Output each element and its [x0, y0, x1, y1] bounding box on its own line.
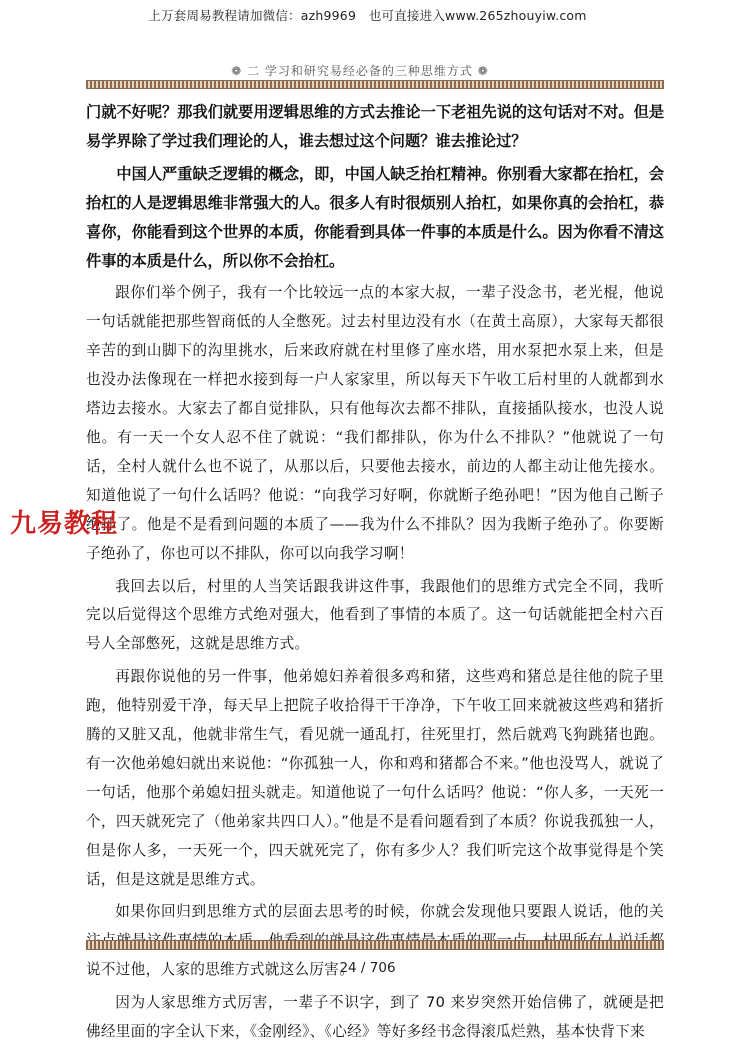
watermark-logo: 九易教程 — [10, 509, 119, 539]
footer-divider — [86, 940, 664, 950]
top-banner-text: 上万套周易教程请加微信：azh9969 也可直接进入www.265zhouyiw.com — [148, 8, 587, 23]
page-body — [86, 98, 664, 1047]
page-number: 24 / 706 — [339, 960, 396, 976]
paragraph: 再跟你说他的另一件事，他弟媳妇养着很多鸡和猪，这些鸡和猪总是往他的院子里跑，他特别爱干净，每天早上把院子收拾得干干净净，下午收工回来就被这些鸡和猪折腾的又脏又乱，他就非常生气，看见就一通乱打，往死里打，然后就鸡飞狗跳猪也跑。有一次他弟媳妇就出来说他：“你孤独一人，你和鸡和猪都合不来。”他也没骂人，就说了一句话，他那个弟媳妇扭头就走。知道他说了一句什么话吗？他说：“你人多，一天死一个，四天就死完了（他弟家共四口人）。”他是不是看问题看到了本质？你说我孤独一人，但是你人多，一天死一个，四天就死完了，你有多少人？我们听完这个故事觉得是个笑话，但是这就是思维方式。 — [86, 668, 664, 888]
paragraph: 跟你们举个例子，我有一个比较远一点的本家大叔，一辈子没念书，老光棍，他说一句话就能把那些智商低的人全憋死。过去村里边没有水（在黄土高原），大家每天都很辛苦的到山脚下的沟里挑水，后来政府就在村里修了座水塔，用水泵把水泵上来，但是也没办法像现在一样把水接到每一户人家家里，所以每天下午收工后村里的人就都到水塔边去接水。大家去了都自觉排队，只有他每次去都不排队，直接插队接水，也没人说他。有一天一个女人忍不住了就说：“我们都排队，你为什么不排队？”他就说了一句话，全村人就什么也不说了，从那以后，只要他去接水，前边的人都主动让他先接水。知道他说了一句什么话吗？他说：“向我学习好啊，你就断子绝孙吧！”因为他自己断子绝孙了。他是不是看到问题的本质了——我为什么不排队？因为我断子绝孙了。你要断子绝孙了，你也可以不排队，你可以向我学习啊！ — [86, 284, 664, 562]
paragraph: 门就不好呢？那我们就要用逻辑思维的方式去推论一下老祖先说的这句话对不对。但是易学界除了学过我们理论的人，谁去想过这个问题？谁去推论过？ — [86, 103, 664, 150]
paragraph: 因为人家思维方式厉害，一辈子不识字，到了 70 来岁突然开始信佛了，就硬是把佛经里面的字全认下来，《金刚经》、《心经》等好多经书念得滚瓜烂熟，基本快背下来 — [86, 994, 664, 1041]
paragraph: 我回去以后，村里的人当笑话跟我讲这件事，我跟他们的思维方式完全不同，我听完以后觉得这个思维方式绝对强大，他看到了事情的本质了。这一句话就能把全村六百号人全部憋死，这就是思维方式。 — [86, 577, 664, 653]
paragraph: 如果你回归到思维方式的层面去思考的时候，你就会发现他只要跟人说话，他的关 说不过他，人家的思维方式就这么厉害。 — [86, 903, 664, 979]
chapter-header: ❁ 二 学习和研究易经必备的三种思维方式 ❁ — [231, 64, 489, 78]
header-divider — [86, 80, 664, 89]
paragraph: 中国人严重缺乏逻辑的概念，即，中国人缺乏抬杠精神。你别看大家都在抬杠，会抬杠的人是逻辑思维非常强大的人。很多人有时很烦别人抬杠，如果你真的会抬杠，恭喜你，你能看到这个世界的本质，你能看到具体一件事的本质是什么。因为你看不清这件事的本质是什么，所以你不会抬杠。 — [86, 164, 664, 270]
